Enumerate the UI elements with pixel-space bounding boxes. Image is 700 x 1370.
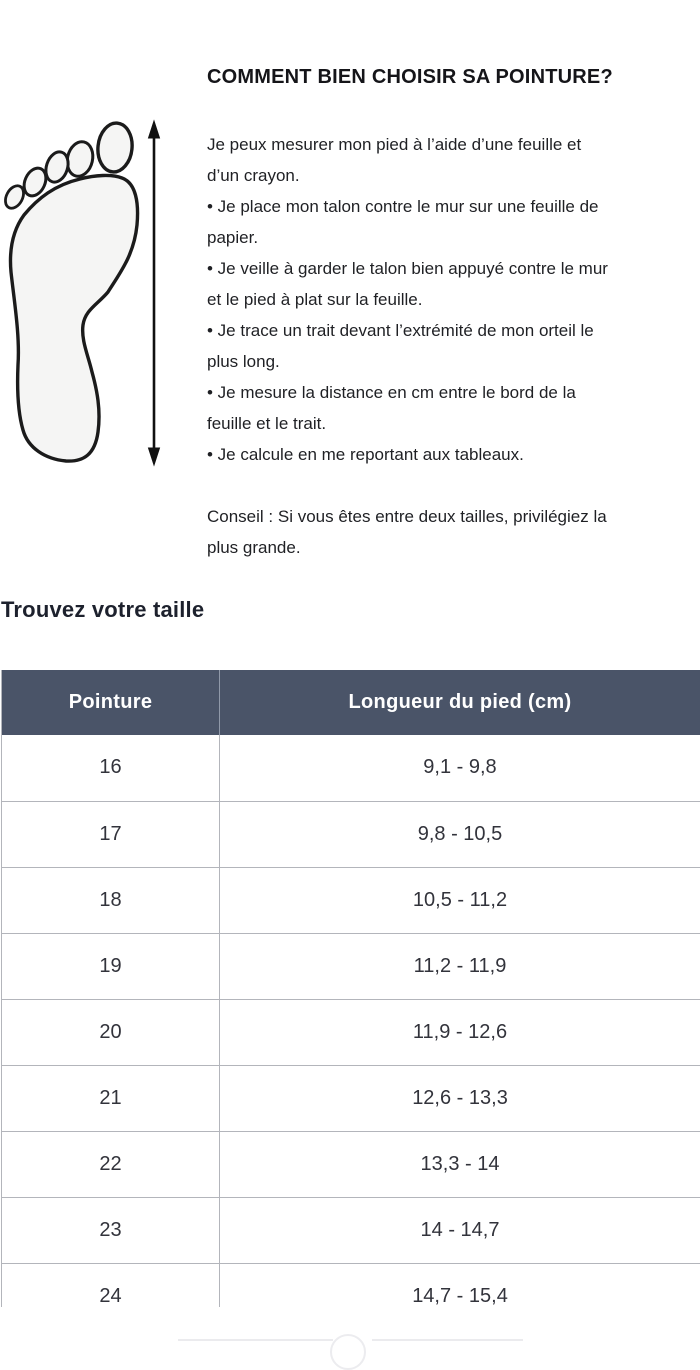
advice-text — [207, 501, 687, 563]
advice-line: Conseil : Si vous êtes entre deux tailles, privilégiez la — [207, 501, 687, 532]
size-table — [1, 670, 700, 1307]
table-row — [2, 867, 700, 933]
page-title: COMMENT BIEN CHOISIR SA POINTURE? — [207, 66, 677, 89]
longueur-cell: 11,2 - 11,9 — [220, 933, 700, 999]
pointure-cell: 17 — [2, 801, 220, 867]
pointure-cell: 18 — [2, 867, 220, 933]
table-row — [2, 933, 700, 999]
column-header: Longueur du pied (cm) — [220, 670, 700, 735]
pointure-cell: 20 — [2, 999, 220, 1065]
pointure-cell: 23 — [2, 1197, 220, 1263]
divider-line-right — [372, 1339, 523, 1341]
instruction-line: d’un crayon. — [207, 160, 687, 191]
instruction-line: • Je mesure la distance en cm entre le bord de la — [207, 377, 687, 408]
table-row — [2, 801, 700, 867]
longueur-cell: 10,5 - 11,2 — [220, 867, 700, 933]
longueur-cell: 9,1 - 9,8 — [220, 735, 700, 801]
instruction-line: • Je veille à garder le talon bien appuyé contre le mur — [207, 253, 687, 284]
instruction-line: plus long. — [207, 346, 687, 377]
column-header: Pointure — [2, 670, 220, 735]
bottom-overlay — [0, 1307, 700, 1344]
table-row — [2, 1197, 700, 1263]
size-table-header-row — [2, 670, 700, 735]
longueur-cell: 14,7 - 15,4 — [220, 1263, 700, 1307]
table-row — [2, 999, 700, 1065]
section-heading: Trouvez votre taille — [1, 597, 204, 623]
pointure-cell: 19 — [2, 933, 220, 999]
pointure-cell: 24 — [2, 1263, 220, 1307]
longueur-cell: 14 - 14,7 — [220, 1197, 700, 1263]
longueur-cell: 13,3 - 14 — [220, 1131, 700, 1197]
table-row — [2, 1065, 700, 1131]
measuring-instructions — [207, 129, 687, 470]
instruction-line: et le pied à plat sur la feuille. — [207, 284, 687, 315]
instruction-line: Je peux mesurer mon pied à l’aide d’une feuille et — [207, 129, 687, 160]
footprint-icon — [0, 108, 180, 478]
instruction-line: feuille et le trait. — [207, 408, 687, 439]
foot-measurement-illustration — [0, 108, 180, 483]
table-row — [2, 735, 700, 801]
vertical-measure-arrow-icon — [149, 121, 160, 465]
longueur-cell: 12,6 - 13,3 — [220, 1065, 700, 1131]
table-row — [2, 1263, 700, 1307]
instruction-line: • Je place mon talon contre le mur sur une feuille de — [207, 191, 687, 222]
table-row — [2, 1131, 700, 1197]
divider-line-left — [178, 1339, 333, 1341]
pointure-cell: 22 — [2, 1131, 220, 1197]
instruction-line: papier. — [207, 222, 687, 253]
instruction-line: • Je calcule en me reportant aux tableaux. — [207, 439, 687, 470]
size-table-container — [1, 670, 700, 1307]
longueur-cell: 9,8 - 10,5 — [220, 801, 700, 867]
partial-circle-element — [330, 1334, 366, 1370]
instruction-line: • Je trace un trait devant l’extrémité de mon orteil le — [207, 315, 687, 346]
advice-line: plus grande. — [207, 532, 687, 563]
pointure-cell: 16 — [2, 735, 220, 801]
pointure-cell: 21 — [2, 1065, 220, 1131]
longueur-cell: 11,9 - 12,6 — [220, 999, 700, 1065]
